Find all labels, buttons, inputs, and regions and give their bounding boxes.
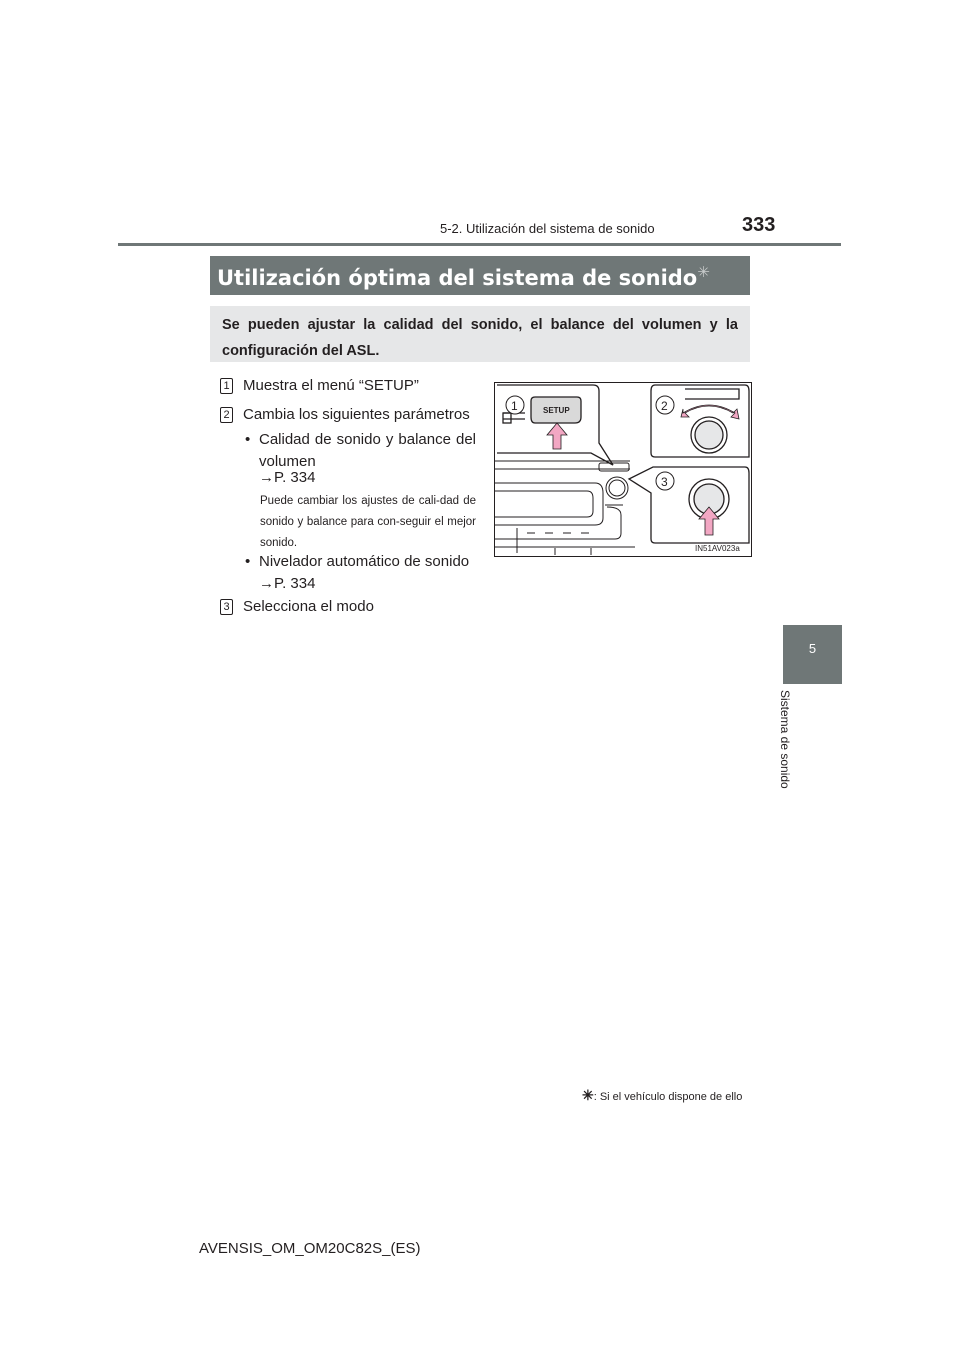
- header-section-title: 5-2. Utilización del sistema de sonido: [440, 221, 655, 236]
- chapter-title-text: Sistema de sonido: [778, 690, 792, 789]
- callout-3-label: 3: [661, 475, 668, 489]
- arrow-icon: →: [259, 575, 274, 592]
- bullet-2-ref: [259, 573, 315, 595]
- audio-unit-body: [495, 461, 635, 555]
- callout-3-panel: [629, 467, 749, 543]
- bullet-1-ref: [259, 467, 315, 489]
- asterisk-marker: ✳: [697, 263, 710, 281]
- arrow-icon: →: [259, 469, 274, 486]
- bullet-1-marker: •: [245, 431, 251, 448]
- step-1-badge: 1: [220, 378, 233, 394]
- section-title: [217, 263, 710, 290]
- note-text: Puede cambiar los ajustes de cali-dad de sonido y balance para con-seguir el mejor sonido.: [260, 495, 476, 549]
- header-rule: [118, 243, 841, 246]
- step-2-badge: 2: [220, 407, 233, 423]
- chapter-title: [780, 690, 804, 840]
- page-ref-link[interactable]: P. 334: [274, 575, 316, 592]
- press-arrow-icon: [547, 423, 567, 449]
- figure-code: IN51AV023a: [695, 544, 740, 553]
- bullet-1-text: Calidad de sonido y balance del volumen: [259, 431, 476, 470]
- asterisk-icon: ✳: [582, 1087, 594, 1103]
- step-2-text: Cambia los siguientes parámetros: [243, 406, 470, 423]
- footnote: [582, 1087, 742, 1104]
- callout-2-label: 2: [661, 399, 668, 413]
- step-1-text: Muestra el menú “SETUP”: [243, 377, 419, 394]
- audio-unit-drawing: [495, 383, 751, 556]
- section-title-text: Utilización óptima del sistema de sonido: [217, 266, 698, 290]
- audio-unit-illustration: [494, 382, 752, 557]
- page-number: 333: [742, 214, 776, 236]
- callout-1-label: 1: [511, 399, 518, 413]
- step-3-text: Selecciona el modo: [243, 598, 374, 615]
- footnote-text: : Si el vehículo dispone de ello: [593, 1091, 743, 1103]
- intro-text: Se pueden ajustar la calidad del sonido, el balance del volumen y la configuración del ASL.: [222, 317, 738, 359]
- chapter-number: 5: [808, 641, 817, 656]
- page-ref-link[interactable]: P. 334: [274, 469, 316, 486]
- bullet-2-marker: •: [245, 553, 251, 570]
- step-3-badge: 3: [220, 599, 233, 615]
- bullet-2-text: Nivelador automático de sonido: [259, 553, 470, 570]
- manual-code: AVENSIS_OM_OM20C82S_(ES): [199, 1240, 421, 1257]
- setup-button-label: SETUP: [543, 406, 570, 415]
